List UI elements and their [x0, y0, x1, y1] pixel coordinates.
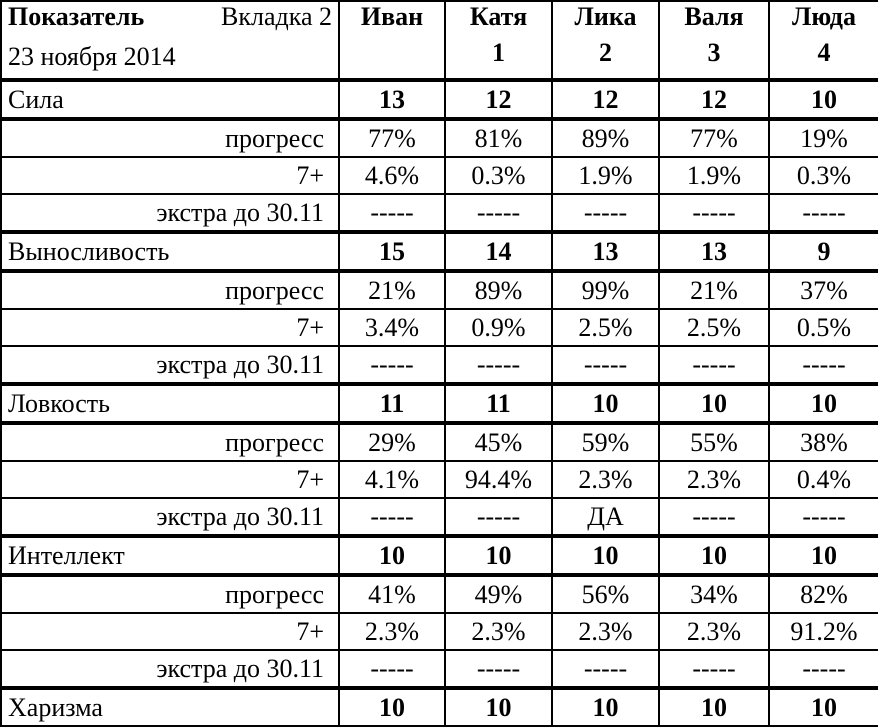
table-cell: 2.5% [659, 309, 769, 346]
table-cell: ----- [552, 650, 659, 688]
table-cell: 2.3% [552, 613, 659, 650]
table-cell: 1.9% [659, 157, 769, 194]
table-cell: 34% [659, 575, 769, 613]
table-cell: ----- [659, 346, 769, 384]
column-name: Катя [469, 2, 528, 31]
sub-row-label: прогресс [1, 423, 339, 461]
section-value-cell: 12 [552, 80, 659, 119]
table-cell: ----- [339, 498, 445, 536]
column-header-3 [659, 1, 769, 80]
table-cell: ----- [769, 498, 878, 536]
sub-row-label: прогресс [1, 575, 339, 613]
table-cell: 3.4% [339, 309, 445, 346]
sub-row [1, 271, 878, 309]
table-cell: 55% [659, 423, 769, 461]
table-cell: 89% [445, 271, 552, 309]
table-cell: 21% [659, 271, 769, 309]
table-cell: 2.3% [659, 613, 769, 650]
section-label: Выносливость [1, 232, 339, 271]
section-value-cell: 10 [769, 688, 878, 726]
section-value-cell: 10 [769, 536, 878, 575]
table-cell: 2.3% [339, 613, 445, 650]
section-value-cell: 13 [659, 232, 769, 271]
sub-row [1, 309, 878, 346]
sub-row-label: экстра до 30.11 [1, 194, 339, 232]
sub-row-label: прогресс [1, 119, 339, 157]
table-cell: ----- [445, 498, 552, 536]
table-cell: 4.1% [339, 461, 445, 498]
section-value-cell: 9 [769, 232, 878, 271]
column-number: 3 [707, 38, 721, 67]
column-name: Лика [574, 2, 637, 31]
table-cell: ----- [445, 194, 552, 232]
section-value-cell: 15 [339, 232, 445, 271]
section-row [1, 384, 878, 423]
table-cell: 81% [445, 119, 552, 157]
table-cell: 2.5% [552, 309, 659, 346]
sub-row [1, 423, 878, 461]
section-value-cell: 11 [339, 384, 445, 423]
sub-row-label: 7+ [1, 613, 339, 650]
table-cell: 94.4% [445, 461, 552, 498]
date-label: 23 ноября 2014 [8, 42, 176, 71]
column-number: 1 [492, 38, 505, 67]
section-value-cell: 10 [445, 688, 552, 726]
section-value-cell: 10 [552, 688, 659, 726]
section-value-cell: 13 [339, 80, 445, 119]
sub-row [1, 119, 878, 157]
table-cell: 0.3% [445, 157, 552, 194]
sub-row [1, 346, 878, 384]
table-cell: ----- [445, 650, 552, 688]
section-label: Интеллект [1, 536, 339, 575]
column-header-1 [445, 1, 552, 80]
corner-cell [1, 1, 339, 80]
column-number: 2 [599, 38, 612, 67]
column-name: Валя [684, 2, 744, 31]
table-cell: 37% [769, 271, 878, 309]
table-cell: 59% [552, 423, 659, 461]
section-value-cell: 14 [445, 232, 552, 271]
sub-row-label: 7+ [1, 461, 339, 498]
section-value-cell: 10 [445, 536, 552, 575]
sub-row [1, 461, 878, 498]
sub-row-label: 7+ [1, 309, 339, 346]
stats-table-body [1, 1, 878, 726]
table-cell: ----- [769, 194, 878, 232]
section-value-cell: 10 [769, 384, 878, 423]
column-number: 4 [817, 38, 831, 67]
table-cell: 89% [552, 119, 659, 157]
table-cell: ----- [339, 346, 445, 384]
table-cell: 0.4% [769, 461, 878, 498]
section-row [1, 536, 878, 575]
table-cell: ----- [659, 498, 769, 536]
column-header-0 [339, 1, 445, 80]
section-value-cell: 12 [659, 80, 769, 119]
table-cell: 2.3% [552, 461, 659, 498]
section-label: Харизма [1, 688, 339, 726]
sub-row-label: экстра до 30.11 [1, 650, 339, 688]
table-cell: ----- [659, 194, 769, 232]
table-cell: 19% [769, 119, 878, 157]
table-cell: ----- [445, 346, 552, 384]
table-cell: 2.3% [445, 613, 552, 650]
section-value-cell: 10 [659, 536, 769, 575]
column-header-4 [769, 1, 878, 80]
table-cell: ----- [769, 346, 878, 384]
table-cell: 77% [659, 119, 769, 157]
header-row [1, 1, 878, 80]
section-value-cell: 10 [552, 384, 659, 423]
section-value-cell: 10 [659, 688, 769, 726]
sub-row [1, 575, 878, 613]
table-cell: ----- [659, 650, 769, 688]
sub-row-label: экстра до 30.11 [1, 498, 339, 536]
column-name: Люда [792, 2, 856, 31]
table-cell: 41% [339, 575, 445, 613]
table-cell: ----- [552, 194, 659, 232]
section-value-cell: 10 [659, 384, 769, 423]
table-cell: ----- [552, 346, 659, 384]
sub-row-label: прогресс [1, 271, 339, 309]
table-cell: 0.5% [769, 309, 878, 346]
section-row [1, 80, 878, 119]
sub-row-label: экстра до 30.11 [1, 346, 339, 384]
table-cell: 99% [552, 271, 659, 309]
section-value-cell: 10 [552, 536, 659, 575]
column-header-2 [552, 1, 659, 80]
sub-row [1, 613, 878, 650]
table-cell: ----- [339, 194, 445, 232]
table-cell: 21% [339, 271, 445, 309]
section-value-cell: 10 [769, 80, 878, 119]
table-cell: 2.3% [659, 461, 769, 498]
section-label: Сила [1, 80, 339, 119]
table-cell: 0.9% [445, 309, 552, 346]
tab-label: Вкладка 2 [221, 2, 332, 31]
section-row [1, 688, 878, 726]
table-cell: ДА [552, 498, 659, 536]
column-name: Иван [360, 2, 424, 31]
table-cell: 1.9% [552, 157, 659, 194]
sub-row-label: 7+ [1, 157, 339, 194]
table-cell: 4.6% [339, 157, 445, 194]
table-cell: 29% [339, 423, 445, 461]
table-cell: 82% [769, 575, 878, 613]
section-row [1, 232, 878, 271]
section-label: Ловкость [1, 384, 339, 423]
section-value-cell: 10 [339, 688, 445, 726]
table-cell: ----- [339, 650, 445, 688]
section-value-cell: 13 [552, 232, 659, 271]
sub-row [1, 157, 878, 194]
table-cell: 77% [339, 119, 445, 157]
table-cell: ----- [769, 650, 878, 688]
table-cell: 49% [445, 575, 552, 613]
table-cell: 56% [552, 575, 659, 613]
table-cell: 91.2% [769, 613, 878, 650]
table-title: Показатель [8, 2, 145, 31]
section-value-cell: 10 [339, 536, 445, 575]
section-value-cell: 12 [445, 80, 552, 119]
sub-row [1, 194, 878, 232]
table-cell: 45% [445, 423, 552, 461]
section-value-cell: 11 [445, 384, 552, 423]
table-cell: 38% [769, 423, 878, 461]
sub-row [1, 498, 878, 536]
table-cell: 0.3% [769, 157, 878, 194]
sub-row [1, 650, 878, 688]
